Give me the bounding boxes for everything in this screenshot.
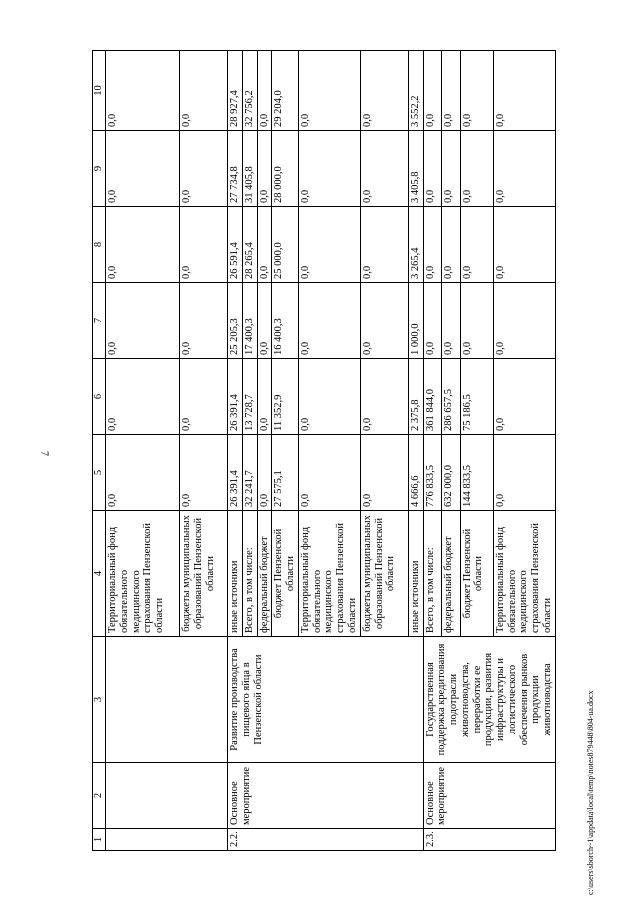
column-number-row (93, 51, 106, 851)
value-cell: 0,0 (493, 207, 555, 283)
value-cell: 0,0 (493, 435, 555, 511)
header-cell: 5 (93, 435, 106, 511)
rotated-table-container (92, 51, 612, 851)
source-cell: Территориальный фонд обязательного медицинского страхования Пензенской области (106, 511, 180, 637)
value-cell: 11 352,9 (272, 359, 299, 435)
value-cell: 0,0 (257, 207, 272, 283)
value-cell: 3 265,4 (408, 207, 423, 283)
header-cell: 7 (93, 283, 106, 359)
value-cell: 0,0 (180, 207, 228, 283)
value-cell: 144 833,5 (460, 435, 493, 511)
header-cell: 4 (93, 511, 106, 637)
value-cell: 0,0 (460, 207, 493, 283)
header-cell: 1 (93, 829, 106, 851)
value-cell: 0,0 (442, 51, 461, 131)
value-cell: 0,0 (180, 283, 228, 359)
value-cell: 286 657,5 (442, 359, 461, 435)
value-cell: 25 205,3 (228, 283, 243, 359)
value-cell: 0,0 (106, 435, 180, 511)
section-23-type: Основное мероприятие (423, 763, 555, 829)
source-cell: бюджеты муниципальных образований Пензенской области (180, 511, 228, 637)
header-cell: 10 (93, 51, 106, 131)
value-cell: 0,0 (298, 131, 360, 207)
table-row (106, 51, 180, 851)
value-cell: 0,0 (493, 131, 555, 207)
value-cell: 0,0 (106, 131, 180, 207)
header-cell: 6 (93, 359, 106, 435)
value-cell: 0,0 (106, 359, 180, 435)
section-22-num: 2.2. (228, 829, 424, 851)
value-cell: 0,0 (106, 51, 180, 131)
value-cell: 0,0 (493, 283, 555, 359)
value-cell: 0,0 (423, 51, 442, 131)
value-cell: 0,0 (360, 283, 408, 359)
value-cell: 0,0 (257, 359, 272, 435)
value-cell: 28 265,4 (242, 207, 257, 283)
value-cell: 0,0 (257, 51, 272, 131)
value-cell: 0,0 (360, 51, 408, 131)
table-row (423, 51, 442, 851)
value-cell: 0,0 (298, 283, 360, 359)
name-cell (106, 637, 228, 763)
section-22-type: Основное мероприятие (228, 763, 424, 829)
source-cell: федеральный бюджет (442, 511, 461, 637)
value-cell: 26 391,4 (228, 359, 243, 435)
table-row (228, 51, 243, 851)
value-cell: 0,0 (298, 51, 360, 131)
value-cell: 0,0 (106, 207, 180, 283)
value-cell: 0,0 (257, 435, 272, 511)
source-cell: Территориальный фонд обязательного медицинского страхования Пензенской области (298, 511, 360, 637)
value-cell: 0,0 (442, 283, 461, 359)
value-cell: 0,0 (106, 283, 180, 359)
value-cell: 0,0 (442, 131, 461, 207)
value-cell: 13 728,7 (242, 359, 257, 435)
source-cell: бюджет Пензенской области (460, 511, 493, 637)
value-cell: 0,0 (180, 359, 228, 435)
value-cell: 0,0 (257, 283, 272, 359)
value-cell: 0,0 (360, 359, 408, 435)
budget-table (92, 50, 556, 851)
source-cell: Всего, в том числе: (242, 511, 257, 637)
value-cell: 0,0 (460, 51, 493, 131)
value-cell: 0,0 (180, 131, 228, 207)
value-cell: 3 405,8 (408, 131, 423, 207)
value-cell: 0,0 (460, 283, 493, 359)
value-cell: 4 666,6 (408, 435, 423, 511)
value-cell: 776 833,5 (423, 435, 442, 511)
value-cell: 75 186,5 (460, 359, 493, 435)
source-cell: бюджет Пензенской области (272, 511, 299, 637)
value-cell: 0,0 (180, 51, 228, 131)
value-cell: 1 000,0 (408, 283, 423, 359)
value-cell: 0,0 (360, 207, 408, 283)
value-cell: 16 400,3 (272, 283, 299, 359)
value-cell: 361 844,0 (423, 359, 442, 435)
source-cell: Всего, в том числе: (423, 511, 442, 637)
value-cell: 17 400,3 (242, 283, 257, 359)
value-cell: 0,0 (423, 283, 442, 359)
value-cell: 27 575,1 (272, 435, 299, 511)
value-cell: 31 405,8 (242, 131, 257, 207)
value-cell: 2 375,8 (408, 359, 423, 435)
source-cell: бюджеты муниципальных образований Пензенской области (360, 511, 408, 637)
value-cell: 25 000,0 (272, 207, 299, 283)
section-22-name: Развитие производства пищевого яйца в Пензенской области (228, 637, 424, 763)
header-cell: 3 (93, 637, 106, 763)
value-cell: 29 204,0 (272, 51, 299, 131)
source-cell: федеральный бюджет (257, 511, 272, 637)
source-cell: Территориальный фонд обязательного медицинского страхования Пензенской области (493, 511, 555, 637)
value-cell: 0,0 (423, 131, 442, 207)
value-cell: 26 591,4 (228, 207, 243, 283)
section-23-num: 2.3. (423, 829, 555, 851)
header-cell: 8 (93, 207, 106, 283)
value-cell: 0,0 (360, 131, 408, 207)
source-cell: иные источники (408, 511, 423, 637)
section-23-name: Государственная поддержка кредитования подотрасли животноводства, переработки ее продукции, развития инфраструктуры и логистического обеспечения рынков продукции животноводства (423, 637, 555, 763)
value-cell: 0,0 (298, 207, 360, 283)
value-cell: 0,0 (493, 359, 555, 435)
num-cell (106, 829, 228, 851)
value-cell: 3 552,2 (408, 51, 423, 131)
value-cell: 632 000,0 (442, 435, 461, 511)
document-path-footer: c:\users\sborch~1\appdata\local\temp\notes879448\804-ua.docx (586, 690, 595, 895)
value-cell: 0,0 (493, 51, 555, 131)
page-number: 7 (38, 451, 50, 456)
value-cell: 26 391,4 (228, 435, 243, 511)
value-cell: 32 241,7 (242, 435, 257, 511)
header-cell: 9 (93, 131, 106, 207)
value-cell: 0,0 (298, 359, 360, 435)
value-cell: 0,0 (423, 207, 442, 283)
value-cell: 0,0 (257, 131, 272, 207)
value-cell: 0,0 (298, 435, 360, 511)
type-cell (106, 763, 228, 829)
value-cell: 0,0 (442, 207, 461, 283)
value-cell: 0,0 (360, 435, 408, 511)
value-cell: 28 927,4 (228, 51, 243, 131)
value-cell: 27 734,8 (228, 131, 243, 207)
value-cell: 32 756,2 (242, 51, 257, 131)
value-cell: 0,0 (460, 131, 493, 207)
value-cell: 0,0 (180, 435, 228, 511)
value-cell: 28 000,0 (272, 131, 299, 207)
header-cell: 2 (93, 763, 106, 829)
source-cell: иные источники (228, 511, 243, 637)
